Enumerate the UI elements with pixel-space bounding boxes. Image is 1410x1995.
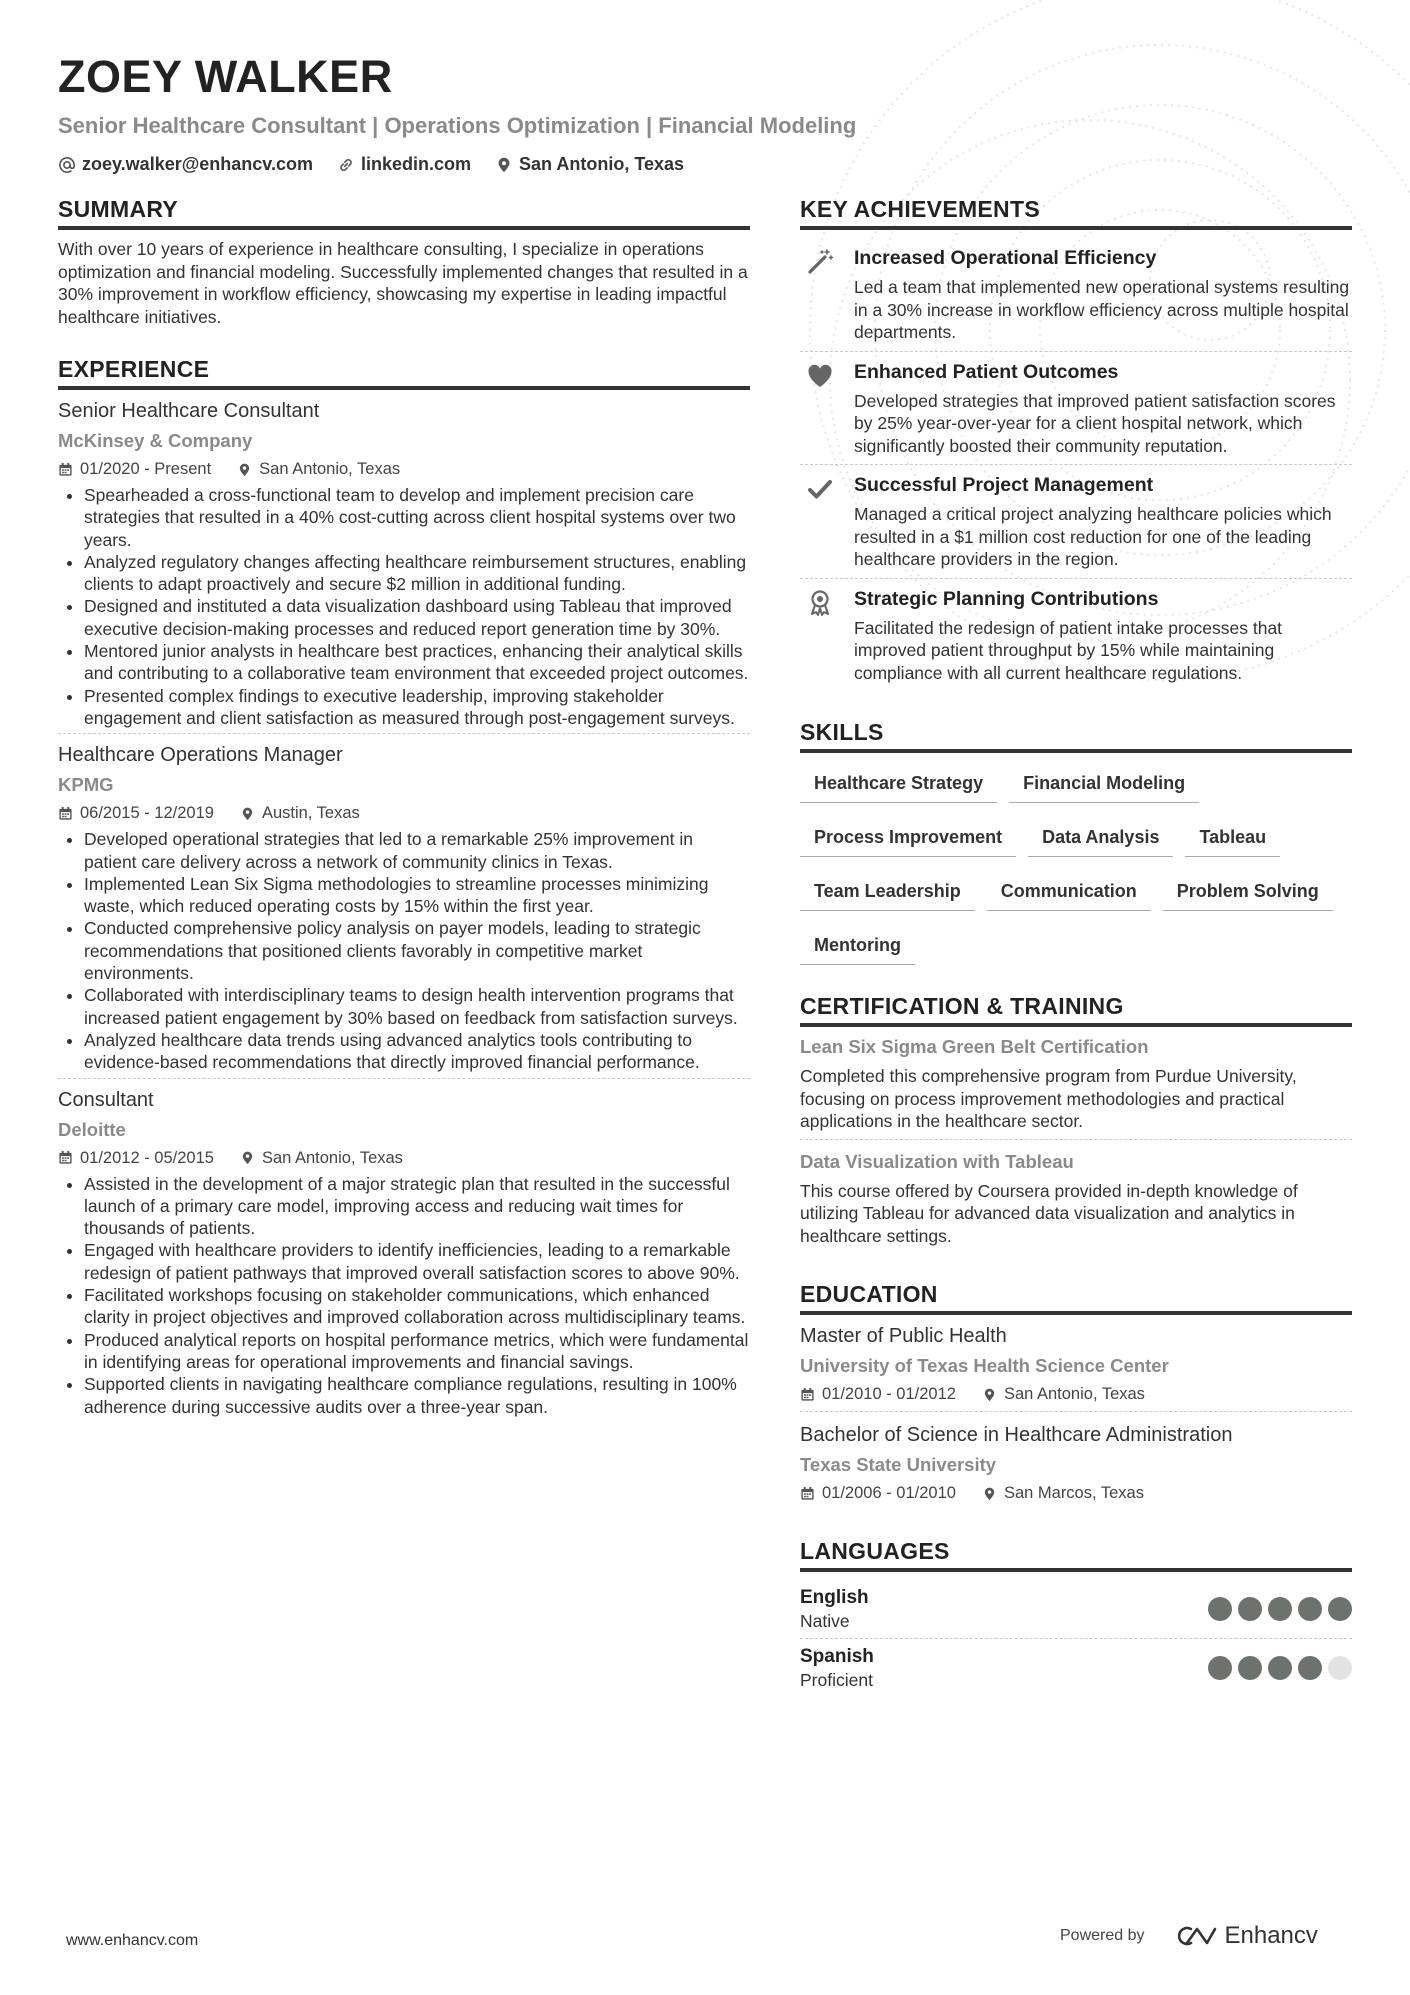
job-bullet: • Facilitated workshops focusing on stakeholder communications, which enhanced clarity in project objectives and improved collaboration across multidisciplinary teams. — [84, 1284, 750, 1329]
education-heading: EDUCATION — [800, 1281, 1352, 1315]
rating-dot-filled — [1208, 1597, 1232, 1621]
achievement-icon-wrap — [800, 587, 840, 685]
job-bullet: • Spearheaded a cross-functional team to develop and implement precision care strategies that resulted in a 40% cost-cutting across client hospital systems over two years. — [84, 484, 750, 551]
candidate-name: ZOEY WALKER — [58, 51, 393, 102]
summary-text: With over 10 years of experience in healthcare consulting, I specialize in operations optimization and financial modeling. Successfully implemented changes that resulted in a 30% improvement in workflow efficiency, showcasing my expertise in leading impactful healthcare initiatives. — [58, 239, 748, 327]
education-location — [982, 1482, 1144, 1504]
skill-tag: Mentoring — [800, 929, 915, 965]
link-icon — [337, 156, 355, 174]
language-info — [800, 1645, 874, 1691]
footer-branding — [1060, 1922, 1318, 1950]
award-ribbon-icon — [806, 589, 834, 617]
location-pin-icon — [495, 156, 513, 174]
rating-dot-filled — [1238, 1656, 1262, 1680]
checkmark-icon — [806, 475, 834, 503]
education-dates-text: 01/2006 - 01/2010 — [822, 1484, 956, 1502]
job-location — [237, 458, 400, 480]
location-pin-icon — [982, 1486, 997, 1501]
achievement-item — [800, 351, 1352, 465]
job-entry — [58, 398, 750, 733]
job-bullet: • Produced analytical reports on hospital performance metrics, which were fundamental in identifying areas for operational improvements and financial savings. — [84, 1329, 750, 1374]
education-degree: Bachelor of Science in Healthcare Administration — [800, 1424, 1233, 1446]
job-bullet: • Engaged with healthcare providers to identify inefficiencies, leading to a remarkable redesign of patient pathways that improved overall satisfaction scores to above 90%. — [84, 1239, 750, 1284]
left-column — [58, 196, 750, 1450]
rating-dot-filled — [1328, 1597, 1352, 1621]
education-location — [982, 1383, 1145, 1405]
skills-heading: SKILLS — [800, 719, 1352, 753]
language-level: Proficient — [800, 1670, 873, 1690]
footer-website[interactable]: www.enhancv.com — [66, 1932, 199, 1949]
job-company: KPMG — [58, 774, 114, 796]
skill-tag: Healthcare Strategy — [800, 767, 997, 803]
education-location-text: San Marcos, Texas — [1003, 1484, 1144, 1502]
achievement-desc: Led a team that implemented new operational systems resulting in a 30% increase in workflow efficiency across multiple hospital departments. — [854, 277, 1350, 342]
achievement-title: Enhanced Patient Outcomes — [854, 360, 1119, 383]
education-item — [800, 1411, 1352, 1510]
job-bullets — [58, 828, 750, 1073]
certifications-section — [800, 993, 1352, 1253]
location-pin-icon — [237, 462, 252, 477]
job-bullet: • Developed operational strategies that led to a remarkable 25% improvement in patient care delivery across a network of community clinics in Texas. — [84, 828, 750, 873]
skill-tag: Communication — [987, 875, 1151, 911]
language-rating — [1208, 1656, 1352, 1680]
achievement-title: Successful Project Management — [854, 474, 1154, 496]
magic-wand-icon — [806, 248, 834, 276]
achievement-desc: Facilitated the redesign of patient intake processes that improved patient throughput by 15% while maintaining compliance with all current healthcare regulations. — [854, 617, 1283, 683]
job-bullet: • Mentored junior analysts in healthcare best practices, enhancing their analytical skills and contributing to a collaborative team environment that exceeded project outcomes. — [84, 640, 750, 685]
summary-heading: SUMMARY — [58, 196, 750, 230]
achievement-item — [800, 578, 1352, 692]
job-bullet: • Supported clients in navigating healthcare compliance regulations, resulting in 100% adherence during successive audits over a three-year span. — [84, 1373, 750, 1418]
language-level: Native — [800, 1611, 850, 1631]
achievement-icon-wrap — [800, 360, 840, 458]
job-bullet: • Designed and instituted a data visualization dashboard using Tableau that improved executive decision-making processes and reduced report generation time by 30%. — [84, 595, 750, 640]
rating-dot-filled — [1298, 1656, 1322, 1680]
certification-title: Lean Six Sigma Green Belt Certification — [800, 1036, 1149, 1057]
job-bullet: • Collaborated with interdisciplinary teams to design health intervention programs that increased patient engagement by 30% based on feedback from satisfaction surveys. — [84, 984, 750, 1029]
achievement-content — [854, 246, 1352, 344]
languages-heading: LANGUAGES — [800, 1538, 1352, 1572]
languages-section — [800, 1538, 1352, 1697]
language-item — [800, 1580, 1352, 1638]
education-dates-text: 01/2010 - 01/2012 — [822, 1385, 956, 1403]
enhancv-logo-text: Enhancv — [1224, 1922, 1318, 1949]
achievements-heading: KEY ACHIEVEMENTS — [800, 196, 1352, 230]
location-pin-icon — [982, 1387, 997, 1402]
location-pin-icon — [240, 1150, 255, 1165]
certifications-heading: CERTIFICATION & TRAINING — [800, 993, 1352, 1027]
calendar-icon — [58, 462, 73, 477]
calendar-icon — [800, 1486, 815, 1501]
contact-list — [58, 154, 1358, 175]
rating-dot-filled — [1298, 1597, 1322, 1621]
job-bullet: • Analyzed regulatory changes affecting healthcare reimbursement structures, enabling clients to adapt proactively and secure $2 million in additional funding. — [84, 551, 750, 596]
job-bullets — [58, 484, 750, 729]
contact-location-text: San Antonio, Texas — [519, 154, 685, 174]
language-info — [800, 1586, 869, 1632]
achievement-title: Increased Operational Efficiency — [854, 247, 1157, 269]
job-company: Deloitte — [58, 1118, 126, 1140]
achievement-icon-wrap — [800, 473, 840, 571]
job-dates-text: 01/2012 - 05/2015 — [80, 1148, 214, 1167]
rating-dot-empty — [1328, 1656, 1352, 1680]
right-column — [800, 196, 1352, 1725]
experience-heading: EXPERIENCE — [58, 356, 750, 390]
job-role: Healthcare Operations Manager — [58, 744, 343, 767]
job-role: Consultant — [58, 1088, 154, 1111]
language-name: Spanish — [800, 1646, 874, 1667]
skill-tag: Data Analysis — [1028, 821, 1173, 857]
resume-header — [58, 48, 1358, 175]
certification-item — [800, 1139, 1352, 1254]
powered-by-text: Powered by — [1060, 1927, 1145, 1944]
contact-location — [495, 154, 684, 175]
language-name: English — [800, 1587, 869, 1608]
education-meta — [800, 1482, 1352, 1504]
job-meta — [58, 802, 750, 824]
contact-linkedin[interactable] — [337, 154, 471, 175]
certification-desc: This course offered by Coursera provided in-depth knowledge of utilizing Tableau for advanced data visualization and analytics in healthcare settings. — [800, 1180, 1298, 1246]
job-meta — [58, 1147, 750, 1169]
education-location-text: San Antonio, Texas — [1003, 1385, 1145, 1403]
achievement-title: Strategic Planning Contributions — [854, 587, 1159, 610]
certification-item — [800, 1035, 1352, 1139]
rating-dot-filled — [1268, 1597, 1292, 1621]
job-location — [240, 1147, 403, 1169]
enhancv-logo-icon — [1171, 1923, 1217, 1949]
job-location-text: Austin, Texas — [261, 804, 360, 823]
job-location — [240, 802, 360, 824]
achievement-item — [800, 238, 1352, 351]
calendar-icon — [58, 1150, 73, 1165]
education-dates — [800, 1482, 956, 1504]
at-icon — [58, 156, 76, 174]
job-location-text: San Antonio, Texas — [261, 1148, 403, 1167]
skill-tag: Team Leadership — [800, 875, 975, 911]
education-degree: Master of Public Health — [800, 1325, 1007, 1347]
job-bullet: • Implemented Lean Six Sigma methodologies to streamline processes minimizing waste, which reduced operating costs by 15% within the first year. — [84, 873, 750, 918]
job-bullet: • Presented complex findings to executive leadership, improving stakeholder engagement and client satisfaction as measured through post-engagement surveys. — [84, 685, 750, 730]
job-entry — [58, 1078, 750, 1422]
job-dates-text: 01/2020 - Present — [80, 460, 212, 478]
skill-tag: Process Improvement — [800, 821, 1016, 857]
skills-section — [800, 719, 1352, 965]
contact-email-text: zoey.walker@enhancv.com — [82, 154, 313, 174]
rating-dot-filled — [1268, 1656, 1292, 1680]
candidate-title: Senior Healthcare Consultant | Operations Optimization | Financial Modeling — [58, 113, 857, 138]
job-dates — [58, 458, 211, 480]
job-bullet: • Analyzed healthcare data trends using advanced analytics tools contributing to evidence-based recommendations that directly improved financial performance. — [84, 1029, 750, 1074]
heart-icon — [806, 362, 834, 390]
location-pin-icon — [240, 806, 255, 821]
education-meta — [800, 1383, 1352, 1405]
job-location-text: San Antonio, Texas — [259, 460, 401, 478]
language-rating — [1208, 1597, 1352, 1621]
certification-desc: Completed this comprehensive program from Purdue University, focusing on process improvement methodologies and practical applications in the healthcare sector. — [800, 1066, 1297, 1131]
rating-dot-filled — [1208, 1656, 1232, 1680]
achievement-item — [800, 464, 1352, 578]
skill-tag: Financial Modeling — [1009, 767, 1199, 803]
job-dates — [58, 1147, 214, 1169]
job-dates — [58, 802, 214, 824]
education-school: University of Texas Health Science Center — [800, 1355, 1169, 1376]
language-item — [800, 1638, 1352, 1697]
job-bullet: • Conducted comprehensive policy analysis on payer models, leading to strategic recommendations that positioned clients favorably in competitive market environments. — [84, 917, 750, 984]
achievement-desc: Developed strategies that improved patient satisfaction scores by 25% year-over-year for a client hospital network, which significantly boosted their community reputation. — [854, 390, 1336, 456]
education-school: Texas State University — [800, 1454, 997, 1475]
achievement-content — [854, 587, 1352, 685]
achievements-section — [800, 196, 1352, 691]
skills-list — [800, 761, 1352, 965]
job-role: Senior Healthcare Consultant — [58, 400, 320, 422]
enhancv-logo[interactable] — [1171, 1922, 1318, 1950]
job-bullets — [58, 1173, 750, 1418]
calendar-icon — [800, 1387, 815, 1402]
achievement-content — [854, 360, 1352, 458]
certification-title: Data Visualization with Tableau — [800, 1150, 1074, 1172]
calendar-icon — [58, 806, 73, 821]
skill-tag: Problem Solving — [1163, 875, 1333, 911]
achievement-icon-wrap — [800, 246, 840, 344]
contact-email[interactable] — [58, 154, 313, 175]
achievement-desc: Managed a critical project analyzing healthcare policies which resulted in a $1 million cost reduction for one of the leading healthcare providers in the region. — [854, 504, 1332, 569]
skill-tag: Tableau — [1185, 821, 1280, 857]
experience-section — [58, 356, 750, 1422]
education-item — [800, 1323, 1352, 1411]
job-company: McKinsey & Company — [58, 430, 253, 451]
contact-linkedin-text: linkedin.com — [360, 154, 472, 174]
job-bullet: • Assisted in the development of a major strategic plan that resulted in the successful launch of a primary care model, improving access and reducing wait times for thousands of patients. — [84, 1173, 750, 1240]
rating-dot-filled — [1238, 1597, 1262, 1621]
education-section — [800, 1281, 1352, 1510]
summary-section — [58, 196, 750, 328]
job-meta — [58, 458, 750, 480]
achievement-content — [854, 473, 1352, 571]
education-dates — [800, 1383, 956, 1405]
job-entry — [58, 733, 750, 1077]
job-dates-text: 06/2015 - 12/2019 — [80, 804, 214, 823]
